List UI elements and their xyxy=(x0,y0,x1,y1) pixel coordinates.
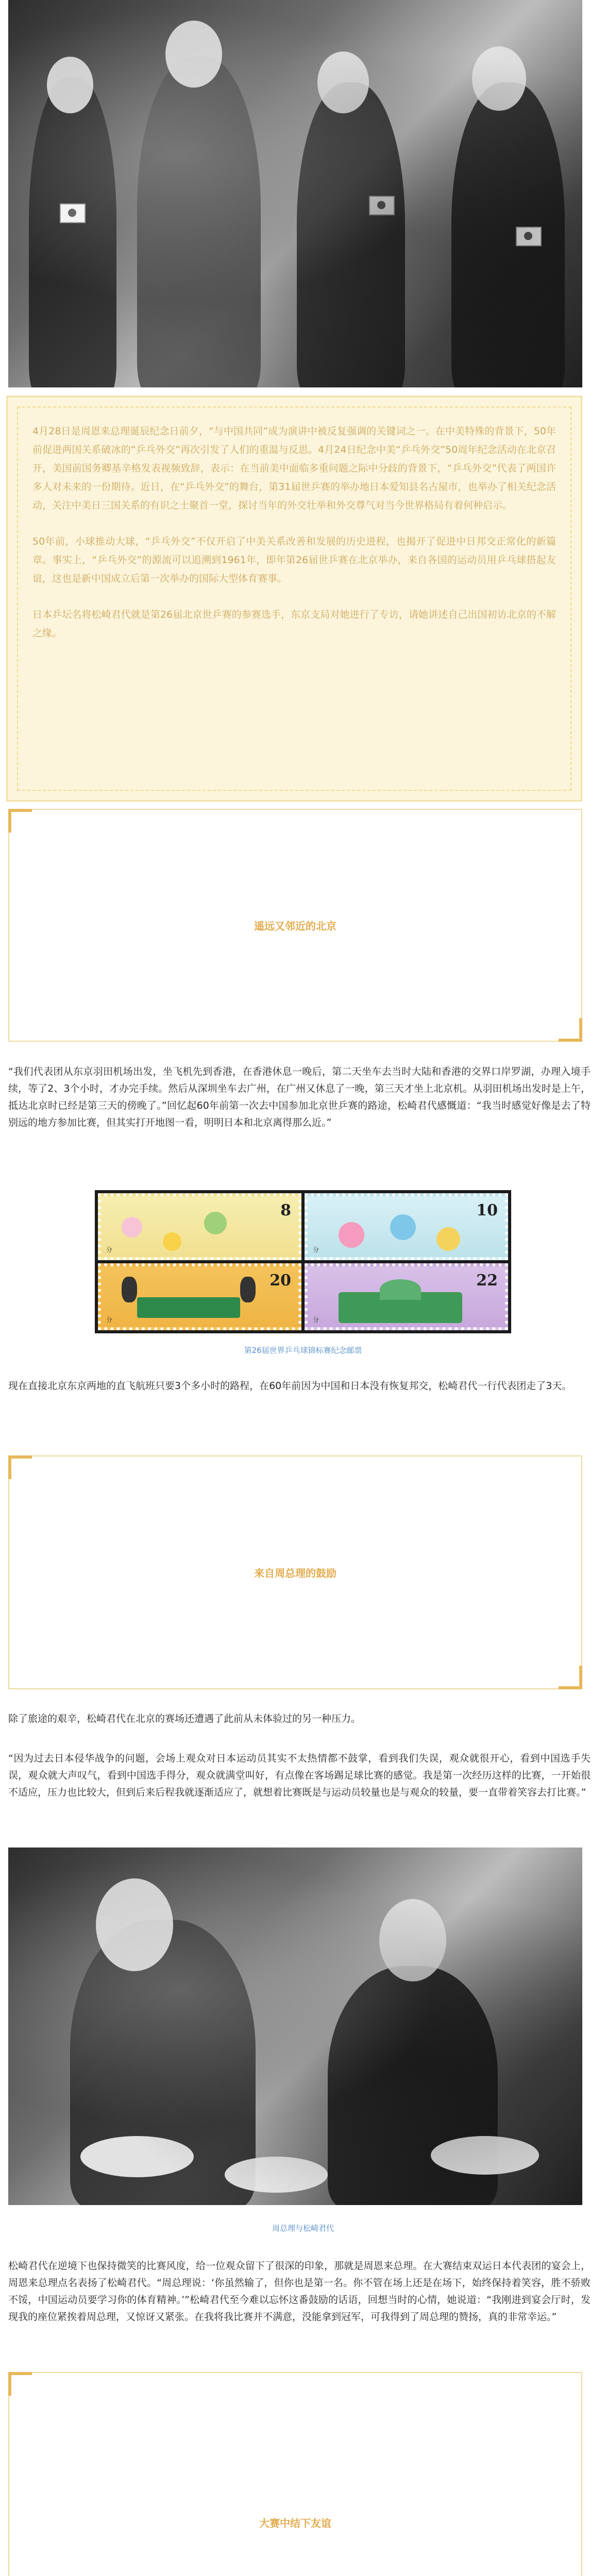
photo-figure xyxy=(328,1966,498,2205)
intro-paragraph: 4月28日是周恩来总理诞辰纪念日前夕，“与中国共同”成为演讲中被反复强调的关键词之一。在中美特殊的背景下，50年前促进两国关系破冰的“乒乓外交”再次引发了人们的重温与反思。4月24日纪念中美“乒乓外交”50周年纪念活动在北京召开，美国前国务卿基辛格发表视频致辞，表示：在当前美中面临多重问题之际中分歧的背景下，“乒乓外交”代表了两国许多人对未来的一份期待。近日，在“乒乓外交”的舞台，第31届世乒赛的举办地日本爱知县名古屋市，也举办了相关纪念活动，关注中美日三国关系的有识之士聚首一堂，探讨当年的外交壮举和外交尊气对当今世界格局有着何种启示。 xyxy=(32,426,556,511)
stamp xyxy=(305,1193,508,1260)
section-title: 遥远又邻近的北京 xyxy=(254,920,336,933)
body-paragraph: “我们代表团从东京羽田机场出发，坐飞机先到香港，在香港休息一晚后，第二天坐车去当时大陆和香港的交界口岸罗湖，办理入境手续，等了2、3个小时，才办完手续。然后从深圳坐车去广州，在广州又休息了一晚，第三天才坐上北京机。从羽田机场出发时是上午，抵达北京时已经是第三天的傍晚了。”回忆起60年前第一次去中国参加北京世乒赛的路途，松崎君代感慨道：“我当时感觉好像是去了特别远的地方参加比赛，但其实打开地图一看，明明日本和北京离得那么近。” xyxy=(8,1066,591,1128)
stamp-unit: 分 xyxy=(313,1246,319,1253)
body-paragraph: 除了旅途的艰辛，松崎君代在北京的赛场还遭遇了此前从未体验过的另一种压力。 xyxy=(8,1713,361,1724)
photo-figure xyxy=(29,77,116,387)
body-paragraph: 现在直接北京东京两地的直飞航班只要3个多小时的路程，在60年前因为中国和日本没有恢复邦交，松崎君代一行代表团走了3天。 xyxy=(8,1380,572,1392)
japan-flag-badge-icon xyxy=(369,196,395,215)
intro-box xyxy=(6,396,582,802)
section-title: 大赛中结下友谊 xyxy=(259,2517,331,2530)
image-caption: 第26届世界乒乓球锦标赛纪念邮票 xyxy=(244,1346,362,1355)
top-photo xyxy=(8,0,582,387)
image-caption: 周总理与松崎君代 xyxy=(272,2224,334,2233)
photo-face xyxy=(165,21,222,88)
blossom-icon xyxy=(122,1217,142,1238)
blossom-icon xyxy=(204,1212,227,1234)
intro-paragraph: 日本乒坛名将松崎君代就是第26届北京世乒赛的参赛选手，东京支局对她进行了专访，请她讲述自己出国初访北京的不解之缘。 xyxy=(32,609,556,639)
blossom-icon xyxy=(339,1222,364,1248)
section-heading-box xyxy=(8,1455,582,1689)
japan-flag-badge-icon xyxy=(516,227,542,246)
photo-figure xyxy=(451,82,565,387)
plate-icon xyxy=(80,2136,194,2177)
intro-inner xyxy=(17,406,571,791)
stamp xyxy=(305,1263,508,1330)
stamp xyxy=(98,1263,301,1330)
table-tennis-table-icon xyxy=(137,1297,240,1318)
section-title: 来自周总理的鼓励 xyxy=(254,1567,336,1580)
stamp-value: 20 xyxy=(270,1272,291,1290)
stamp-value: 8 xyxy=(280,1201,291,1219)
photo-face xyxy=(379,1899,446,1981)
stamp-unit: 分 xyxy=(106,1246,113,1253)
stamp-unit: 分 xyxy=(313,1316,319,1324)
body-paragraph: 松崎君代在逆境下也保持微笑的比赛风度，给一位观众留下了很深的印象，那就是周恩来总理。在大赛结束双运日本代表团的宴会上，周恩来总理点名表扬了松崎君代。“周总理说：‘你虽然输了，但你也是第一名。你不管在场上还是在场下，始终保持着笑容，胜不骄败不馁，中国运动员要学习你的体育精神。’”松崎君代至今难以忘怀这番鼓励的话语，回想当时的心情，她说道：“我刚进到宴会厅时，发现我的座位紧挨着周总理，又惊讶又紧张。在我将我比赛并不满意，没能拿到冠军，可我得到了周总理的赞扬，真的非常幸运。” xyxy=(8,2260,591,2323)
photo-face xyxy=(47,57,93,113)
section-heading-box xyxy=(8,809,582,1042)
player-icon xyxy=(240,1277,256,1302)
japan-flag-badge-icon xyxy=(60,204,86,223)
stamp-value: 22 xyxy=(476,1272,498,1290)
plate-icon xyxy=(431,2136,539,2175)
stamps-image xyxy=(95,1190,511,1333)
stamp xyxy=(98,1193,301,1260)
section-heading-box xyxy=(8,2372,582,2576)
stamp-value: 10 xyxy=(476,1201,498,1219)
stamp-unit: 分 xyxy=(106,1316,113,1324)
blossom-icon xyxy=(390,1214,416,1240)
player-icon xyxy=(122,1277,137,1302)
photo-figure xyxy=(70,1920,256,2205)
photo-face xyxy=(317,52,369,113)
body-paragraph: “因为过去日本侵华战争的问题，会场上观众对日本运动员其实不太热情都不鼓掌，看到我们失误，观众就很开心，看到中国选手失误，观众就大声叹气，看到中国选手得分，观众就满堂叫好，有点像在客场踢足球比赛的感觉。我是第一次经历这样的比赛，一开始很不适应，压力也比较大，但到后来后程我就逐渐适应了，就想着比赛既是与运动员较量也是与观众的较量，要一直带着笑容去打比赛。” xyxy=(8,1753,591,1798)
intro-paragraph: 50年前，小球推动大球，“乒乓外交”不仅开启了中美关系改善和发展的历史进程，也揭开了促进中日邦交正常化的新篇章。事实上，“乒乓外交”的源流可以追溯到1961年，即年第26届世乒赛在北京举办，来自各国的运动员用乒乓球搭起友谊，这也是新中国成立后第一次举办的国际大型体育赛事。 xyxy=(32,536,556,584)
blossom-icon xyxy=(436,1227,460,1251)
building-icon xyxy=(380,1279,421,1300)
photo-face xyxy=(96,1878,173,1971)
photo-figure xyxy=(297,82,405,387)
plate-icon xyxy=(225,2157,328,2193)
photo-face xyxy=(472,46,526,111)
blossom-icon xyxy=(163,1232,181,1251)
zhou-matsuzaki-photo xyxy=(8,1848,582,2205)
photo-figure xyxy=(137,57,261,387)
